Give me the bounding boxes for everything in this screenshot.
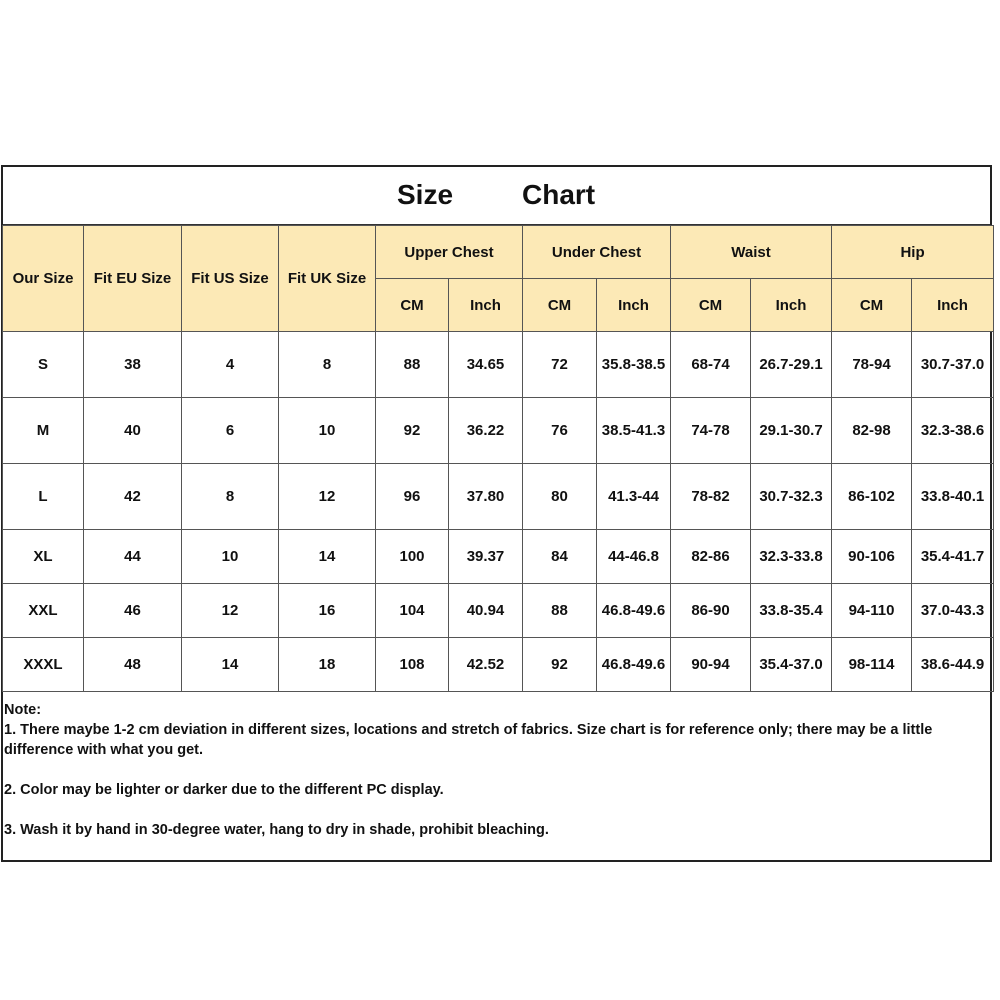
table-cell: 84 <box>523 530 597 584</box>
table-cell: 80 <box>523 464 597 530</box>
header-unit: CM <box>671 279 751 332</box>
header-unit: Inch <box>597 279 671 332</box>
header-fit-us: Fit US Size <box>182 226 279 332</box>
table-cell: 4 <box>182 332 279 398</box>
table-cell: 92 <box>523 638 597 692</box>
table-cell: 78-94 <box>832 332 912 398</box>
table-cell: 86-90 <box>671 584 751 638</box>
table-cell: 12 <box>182 584 279 638</box>
table-cell: S <box>3 332 84 398</box>
table-cell: XXXL <box>3 638 84 692</box>
table-cell: 10 <box>182 530 279 584</box>
table-cell: 40.94 <box>449 584 523 638</box>
table-cell: 42 <box>84 464 182 530</box>
header-unit: CM <box>832 279 912 332</box>
table-cell: 18 <box>279 638 376 692</box>
chart-title-word-2: Chart <box>522 179 596 210</box>
table-row <box>3 332 994 398</box>
table-cell: 44-46.8 <box>597 530 671 584</box>
table-cell: 16 <box>279 584 376 638</box>
table-cell: XXL <box>3 584 84 638</box>
table-cell: 38.6-44.9 <box>912 638 994 692</box>
header-our-size: Our Size <box>3 226 84 332</box>
header-under-chest: Under Chest <box>523 226 671 279</box>
table-cell: 76 <box>523 398 597 464</box>
table-cell: 94-110 <box>832 584 912 638</box>
table-cell: 8 <box>182 464 279 530</box>
table-cell: 88 <box>523 584 597 638</box>
table-cell: 38 <box>84 332 182 398</box>
table-cell: 48 <box>84 638 182 692</box>
table-cell: 30.7-32.3 <box>751 464 832 530</box>
table-cell: 78-82 <box>671 464 751 530</box>
table-cell: 82-86 <box>671 530 751 584</box>
table-cell: 26.7-29.1 <box>751 332 832 398</box>
table-cell: 108 <box>376 638 449 692</box>
table-cell: 36.22 <box>449 398 523 464</box>
header-waist: Waist <box>671 226 832 279</box>
table-cell: M <box>3 398 84 464</box>
header-hip: Hip <box>832 226 994 279</box>
table-cell: 92 <box>376 398 449 464</box>
notes-section <box>3 697 990 840</box>
size-chart <box>1 165 992 862</box>
table-cell: 40 <box>84 398 182 464</box>
table-cell: 6 <box>182 398 279 464</box>
table-cell: 35.8-38.5 <box>597 332 671 398</box>
header-unit: Inch <box>449 279 523 332</box>
table-row <box>3 464 994 530</box>
table-cell: 96 <box>376 464 449 530</box>
chart-title-word-1: Size <box>397 179 454 210</box>
table-cell: 46.8-49.6 <box>597 584 671 638</box>
header-fit-eu: Fit EU Size <box>84 226 182 332</box>
table-cell: 10 <box>279 398 376 464</box>
table-cell: 39.37 <box>449 530 523 584</box>
table-cell: 90-94 <box>671 638 751 692</box>
header-unit: CM <box>376 279 449 332</box>
table-cell: L <box>3 464 84 530</box>
table-cell: 42.52 <box>449 638 523 692</box>
table-row <box>3 584 994 638</box>
table-cell: 34.65 <box>449 332 523 398</box>
table-cell: 14 <box>279 530 376 584</box>
table-cell: 32.3-33.8 <box>751 530 832 584</box>
table-cell: 68-74 <box>671 332 751 398</box>
size-table <box>2 225 994 692</box>
header-upper-chest: Upper Chest <box>376 226 523 279</box>
table-cell: 14 <box>182 638 279 692</box>
table-cell: 37.0-43.3 <box>912 584 994 638</box>
table-cell: 88 <box>376 332 449 398</box>
table-row <box>3 638 994 692</box>
table-cell: 35.4-41.7 <box>912 530 994 584</box>
chart-title <box>3 167 990 225</box>
table-cell: 104 <box>376 584 449 638</box>
table-cell: 82-98 <box>832 398 912 464</box>
table-cell: 90-106 <box>832 530 912 584</box>
table-cell: XL <box>3 530 84 584</box>
note-item-2: 2. Color may be lighter or darker due to the different PC display. <box>4 782 444 798</box>
table-cell: 46 <box>84 584 182 638</box>
table-cell: 33.8-40.1 <box>912 464 994 530</box>
table-cell: 37.80 <box>449 464 523 530</box>
header-row-groups <box>3 226 994 279</box>
note-item-1: 1. There maybe 1-2 cm deviation in different sizes, locations and stretch of fabrics. Size chart is for reference only; there may be a little difference with what you get. <box>4 722 933 758</box>
table-cell: 33.8-35.4 <box>751 584 832 638</box>
table-body <box>3 332 994 692</box>
table-cell: 12 <box>279 464 376 530</box>
table-cell: 32.3-38.6 <box>912 398 994 464</box>
header-unit: Inch <box>751 279 832 332</box>
header-unit: Inch <box>912 279 994 332</box>
table-cell: 86-102 <box>832 464 912 530</box>
note-item-3: 3. Wash it by hand in 30-degree water, hang to dry in shade, prohibit bleaching. <box>4 822 549 838</box>
table-cell: 38.5-41.3 <box>597 398 671 464</box>
table-cell: 41.3-44 <box>597 464 671 530</box>
table-cell: 74-78 <box>671 398 751 464</box>
table-cell: 46.8-49.6 <box>597 638 671 692</box>
table-cell: 35.4-37.0 <box>751 638 832 692</box>
table-cell: 72 <box>523 332 597 398</box>
table-cell: 100 <box>376 530 449 584</box>
header-fit-uk: Fit UK Size <box>279 226 376 332</box>
table-cell: 98-114 <box>832 638 912 692</box>
table-cell: 30.7-37.0 <box>912 332 994 398</box>
table-row <box>3 530 994 584</box>
header-unit: CM <box>523 279 597 332</box>
table-row <box>3 398 994 464</box>
notes-heading: Note: <box>4 702 42 718</box>
table-cell: 29.1-30.7 <box>751 398 832 464</box>
table-cell: 44 <box>84 530 182 584</box>
table-cell: 8 <box>279 332 376 398</box>
